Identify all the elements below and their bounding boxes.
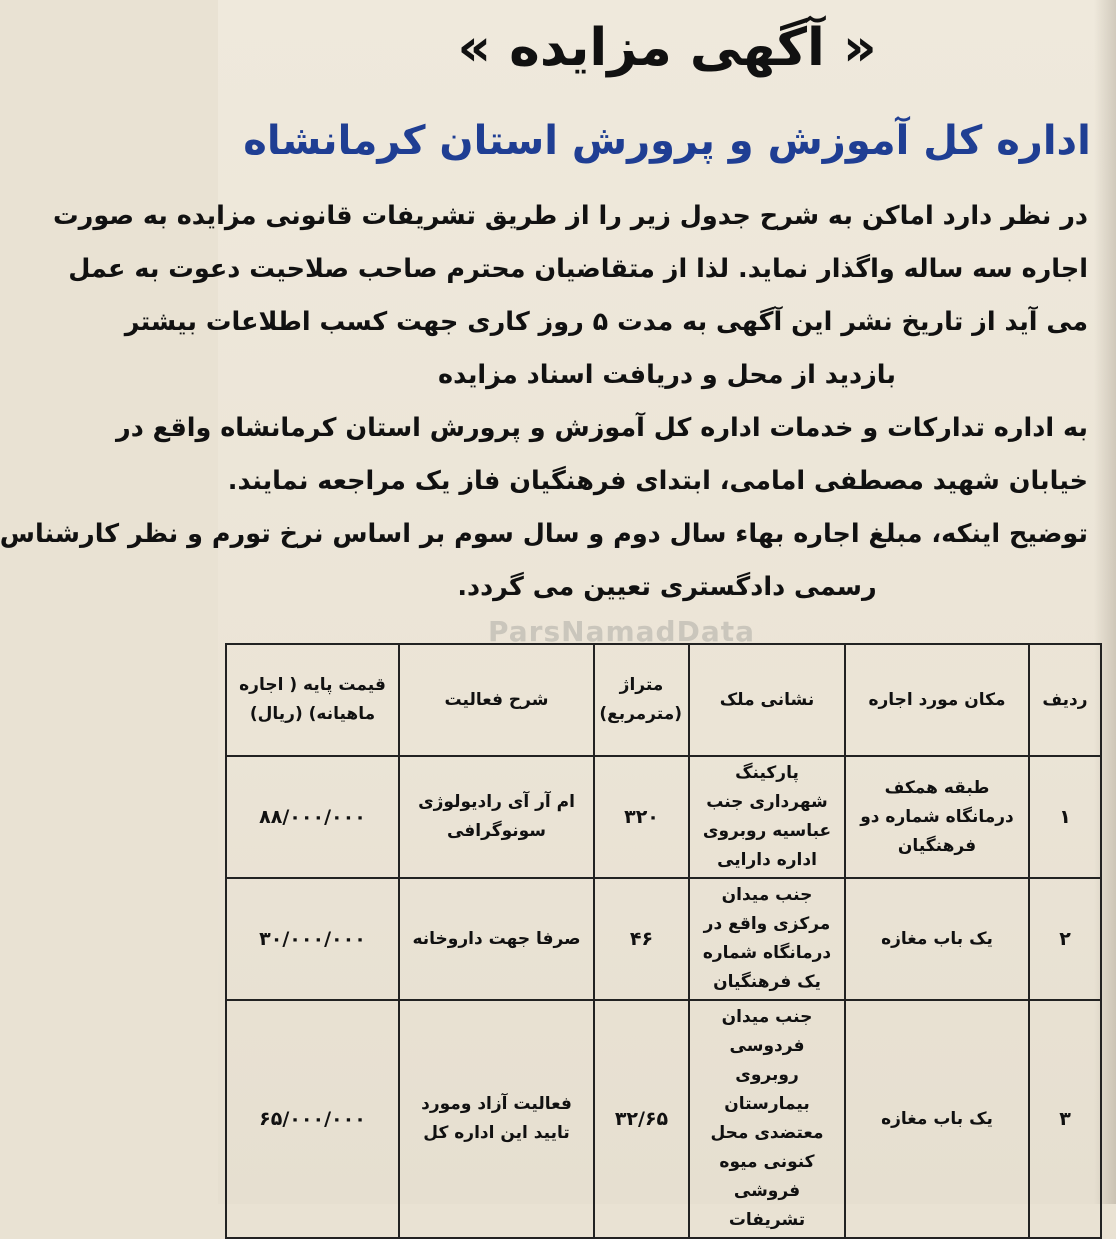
cell-address: جنب میدان مرکزی واقع در درمانگاه شماره یک فرهنگیان <box>689 878 845 1000</box>
cell-place: طبقه همکف درمانگاه شماره دو فرهنگیان <box>845 756 1029 878</box>
body-line: به اداره تدارکات و خدمات اداره کل آموزش و پرورش استان کرمانشاه واقع در <box>116 413 1088 443</box>
body-line: توضیح اینکه، مبلغ اجاره بهاء سال دوم و سال سوم بر اساس نرخ تورم و نظر کارشناس <box>0 519 1088 549</box>
cell-area: ۳۲۰ <box>594 756 689 878</box>
cell-address: پارکینگ شهرداری جنب عباسیه روبروی اداره دارایی <box>689 756 845 878</box>
auction-table <box>225 643 1102 1239</box>
watermark: ParsNamadData <box>488 615 755 648</box>
header-row-number: ردیف <box>1029 644 1101 756</box>
cell-price: ۳۰/۰۰۰/۰۰۰ <box>226 878 399 1000</box>
header-area: متراژ (مترمربع) <box>594 644 689 756</box>
cell-row-number: ۳ <box>1029 1000 1101 1238</box>
body-line: بازدید از محل و دریافت اسناد مزایده <box>438 360 896 390</box>
table-row <box>226 878 1101 1000</box>
header-place: مکان مورد اجاره <box>845 644 1029 756</box>
cell-address: جنب میدان فردوسی روبروی بیمارستان معتضدی محل کنونی میوه فروشی تشریفات <box>689 1000 845 1238</box>
body-line: در نظر دارد اماکن به شرح جدول زیر را از طریق تشریفات قانونی مزایده به صورت <box>53 201 1088 231</box>
notice-body <box>0 190 1088 614</box>
table-header-row <box>226 644 1101 756</box>
body-line: رسمی دادگستری تعیین می گردد. <box>457 572 877 602</box>
cell-row-number: ۲ <box>1029 878 1101 1000</box>
cell-area: ۳۲/۶۵ <box>594 1000 689 1238</box>
cell-activity: ام آر آی رادیولوژی سونوگرافی <box>399 756 594 878</box>
table-row <box>226 1000 1101 1238</box>
header-activity: شرح فعالیت <box>399 644 594 756</box>
cell-activity: صرفا جهت داروخانه <box>399 878 594 1000</box>
cell-place: یک باب مغازه <box>845 878 1029 1000</box>
header-address: نشانی ملک <box>689 644 845 756</box>
table-row <box>226 756 1101 878</box>
notice-title: « آگهی مزایده » <box>457 18 877 78</box>
cell-place: یک باب مغازه <box>845 1000 1029 1238</box>
cell-row-number: ۱ <box>1029 756 1101 878</box>
cell-price: ۸۸/۰۰۰/۰۰۰ <box>226 756 399 878</box>
cell-price: ۶۵/۰۰۰/۰۰۰ <box>226 1000 399 1238</box>
header-price: قیمت پایه ( اجاره ماهیانه) (ریال) <box>226 644 399 756</box>
cell-activity: فعالیت آزاد ومورد تایید این اداره کل <box>399 1000 594 1238</box>
organization-name: اداره کل آموزش و پرورش استان کرمانشاه <box>243 118 1091 164</box>
body-line: اجاره سه ساله واگذار نماید. لذا از متقاضیان محترم صاحب صلاحیت دعوت به عمل <box>68 254 1088 284</box>
body-line: می آید از تاریخ نشر این آگهی به مدت ۵ روز کاری جهت کسب اطلاعات بیشتر <box>124 307 1088 337</box>
body-line: خیابان شهید مصطفی امامی، ابتدای فرهنگیان فاز یک مراجعه نمایند. <box>227 466 1088 496</box>
cell-area: ۴۶ <box>594 878 689 1000</box>
